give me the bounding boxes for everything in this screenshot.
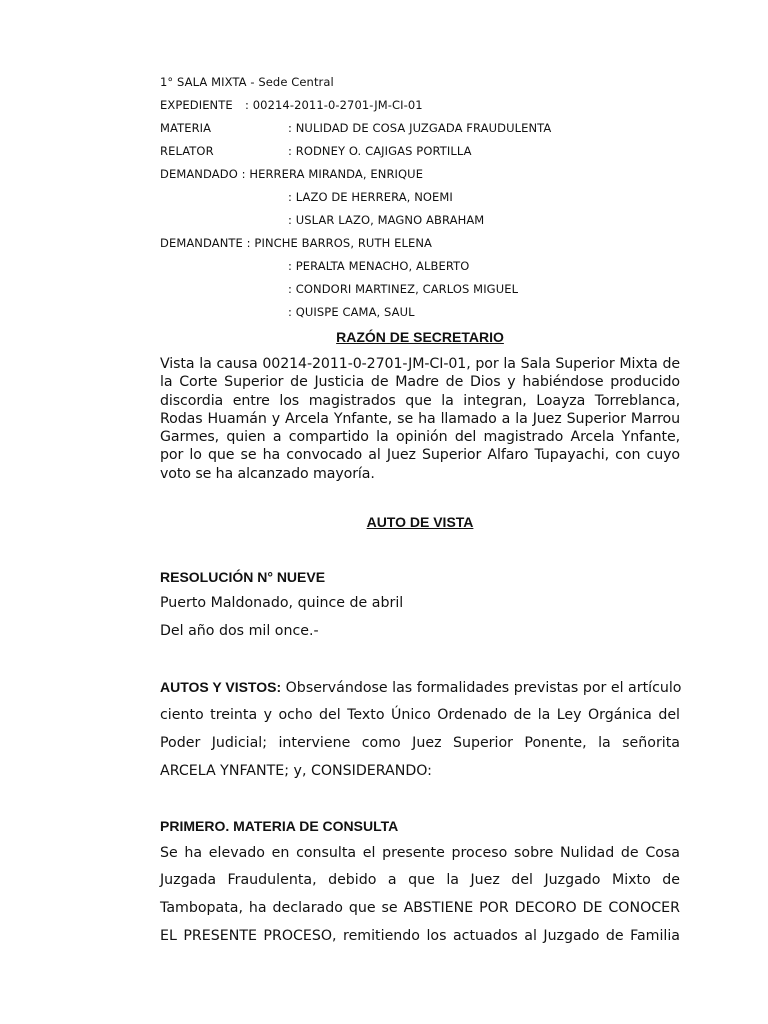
demandante-name: : QUISPE CAMA, SAUL	[288, 305, 415, 319]
demandante-item	[288, 259, 469, 273]
resolucion-title: RESOLUCIÓN N° NUEVE	[160, 569, 326, 585]
demandado-item	[288, 190, 453, 204]
razon-title: RAZÓN DE SECRETARIO	[336, 329, 504, 345]
primero-line-3: Tambopata, ha declarado que se ABSTIENE POR DECORO DE CONOCER	[160, 900, 680, 916]
expediente-value: : 00214-2011-0-2701-JM-CI-01	[245, 98, 423, 112]
demandado-item	[288, 213, 484, 227]
demandado-text: DEMANDADO : HERRERA MIRANDA, ENRIQUE	[160, 167, 424, 181]
sala-text: 1° SALA MIXTA - Sede Central	[160, 75, 334, 89]
primero-line-2: Juzgada Fraudulenta, debido a que la Juez del Juzgado Mixto de	[160, 872, 680, 888]
autos-line-1	[160, 679, 680, 696]
primero-line-4: EL PRESENTE PROCESO, remitiendo los actuados al Juzgado de Familia	[160, 928, 680, 944]
document-page	[160, 0, 680, 1024]
autos-lead: AUTOS Y VISTOS:	[160, 679, 282, 695]
autos-line-2: ciento treinta y ocho del Texto Único Ordenado de la Ley Orgánica del	[160, 707, 680, 723]
primero-title: PRIMERO. MATERIA DE CONSULTA	[160, 818, 399, 834]
demandado-name: : USLAR LAZO, MAGNO ABRAHAM	[288, 213, 485, 227]
resolucion-place-date: Puerto Maldonado, quince de abril	[160, 595, 404, 611]
sala-line	[160, 75, 334, 89]
demandante-name: : CONDORI MARTINEZ, CARLOS MIGUEL	[288, 282, 519, 296]
razon-paragraph: Vista la causa 00214-2011-0-2701-JM-CI-01, por la Sala Superior Mixta de la Corte Superior de Justicia de Madre de Dios y habiéndose producido discordia entre los magistrados que la integran, Loayza Torreblanca, Rodas Huamán y Arcela Ynfante, se ha llamado a la Juez Superior Marrou Garmes, quien a compartido la opinión del magistrado Arcela Ynfante, por lo que se ha convocado al Juez Superior Alfaro Tupayachi, con cuyo voto se ha alcanzado mayoría.	[160, 356, 680, 482]
autos-line-3: Poder Judicial; interviene como Juez Superior Ponente, la señorita	[160, 735, 680, 751]
autos-line-1-text: Observándose las formalidades previstas por el artículo	[285, 680, 682, 696]
auto-title: AUTO DE VISTA	[366, 514, 474, 530]
demandante-row	[160, 236, 432, 250]
materia-label: MATERIA	[160, 121, 212, 135]
relator-label: RELATOR	[160, 144, 214, 158]
primero-line-1: Se ha elevado en consulta el presente proceso sobre Nulidad de Cosa	[160, 845, 680, 861]
demandante-item	[288, 305, 415, 319]
demandado-name: : LAZO DE HERRERA, NOEMI	[288, 190, 453, 204]
demandante-item	[288, 282, 518, 296]
demandante-text: DEMANDANTE : PINCHE BARROS, RUTH ELENA	[160, 236, 432, 250]
expediente-label: EXPEDIENTE	[160, 98, 233, 112]
materia-value: : NULIDAD DE COSA JUZGADA FRAUDULENTA	[288, 121, 552, 135]
relator-value: : RODNEY O. CAJIGAS PORTILLA	[288, 144, 472, 158]
demandado-row	[160, 167, 423, 181]
autos-line-4: ARCELA YNFANTE; y, CONSIDERANDO:	[160, 763, 432, 779]
demandante-name: : PERALTA MENACHO, ALBERTO	[288, 259, 470, 273]
resolucion-year: Del año dos mil once.-	[160, 623, 319, 639]
